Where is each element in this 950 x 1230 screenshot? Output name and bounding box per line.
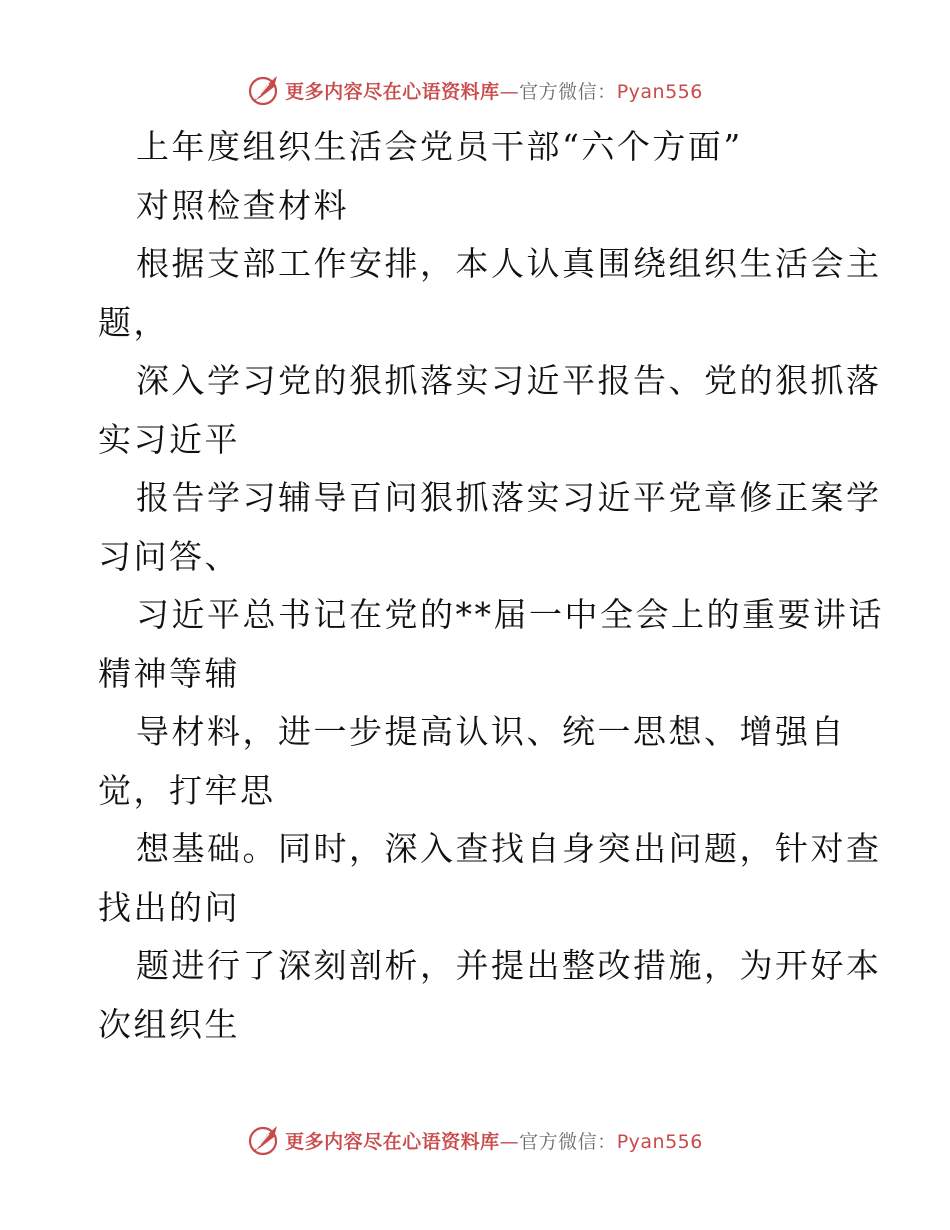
text-line: 精神等辅 xyxy=(98,653,240,693)
watermark-text xyxy=(285,1127,703,1154)
watermark-official-label: 官方微信： xyxy=(519,80,617,103)
document-body xyxy=(98,118,884,1054)
text-line: 觉，打牢思 xyxy=(98,770,276,810)
quill-pen-logo-icon xyxy=(247,1123,281,1157)
watermark-official-label: 官方微信： xyxy=(519,1130,617,1153)
text-line: 想基础。同时，深入查找自身突出问题，针对查 xyxy=(136,829,882,868)
text-line: 上年度组织生活会党员干部“六个方面” xyxy=(136,127,743,166)
text-line: 题， xyxy=(98,302,169,342)
text-line: 报告学习辅导百问狠抓落实习近平党章修正案学 xyxy=(136,478,882,517)
text-line: 根据支部工作安排，本人认真围绕组织生活会主 xyxy=(136,244,882,283)
watermark-dash: — xyxy=(499,80,520,103)
watermark-brand: 更多内容尽在心语资料库 xyxy=(285,80,500,103)
text-line: 导材料，进一步提高认识、统一思想、增强自 xyxy=(136,712,846,751)
text-line: 实习近平 xyxy=(98,419,240,459)
text-line: 习近平总书记在党的**届一中全会上的重要讲话 xyxy=(136,595,884,634)
text-line: 对照检查材料 xyxy=(136,185,349,225)
footer-watermark xyxy=(0,1120,950,1160)
watermark-wechat-id: Pyan556 xyxy=(616,80,703,103)
watermark-text xyxy=(285,77,703,104)
quill-pen-logo-icon xyxy=(247,73,281,107)
text-line: 次组织生 xyxy=(98,1004,240,1044)
text-line: 找出的问 xyxy=(98,887,240,927)
watermark-brand: 更多内容尽在心语资料库 xyxy=(285,1130,500,1153)
text-line: 题进行了深刻剖析，并提出整改措施，为开好本 xyxy=(136,946,882,985)
text-line: 习问答、 xyxy=(98,536,240,576)
watermark-wechat-id: Pyan556 xyxy=(616,1130,703,1153)
text-line: 深入学习党的狠抓落实习近平报告、党的狠抓落 xyxy=(136,361,882,400)
header-watermark xyxy=(0,70,950,110)
watermark-dash: — xyxy=(499,1130,520,1153)
